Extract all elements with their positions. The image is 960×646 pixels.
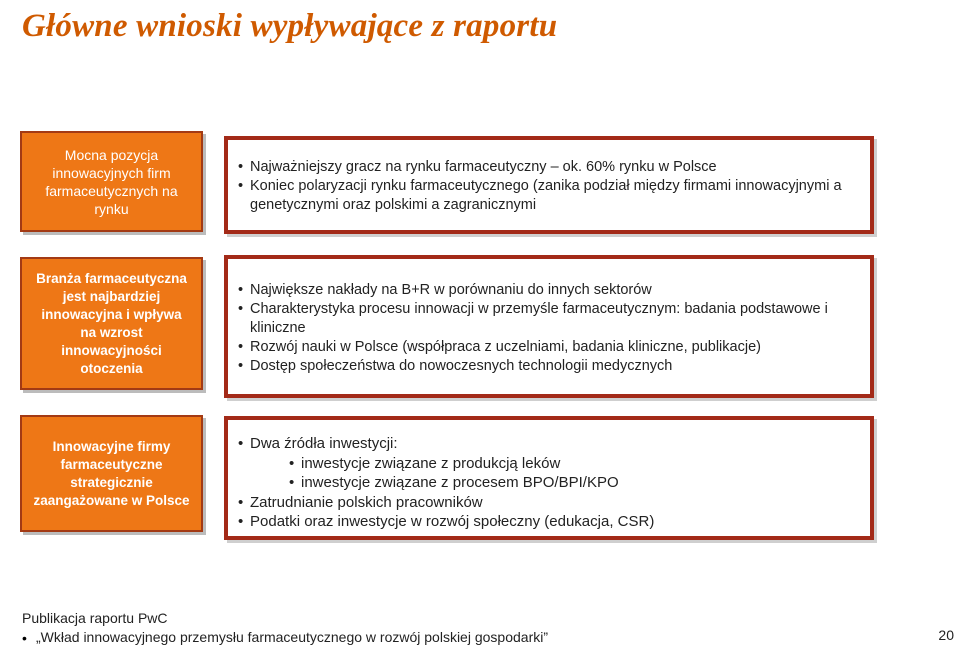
bullet-item: • Najważniejszy gracz na rynku farmaceutyczny – ok. 60% rynku w Polsce	[238, 158, 858, 177]
section-box-investment	[224, 416, 874, 540]
section-label-market-position	[20, 131, 203, 232]
page-number: 20	[938, 627, 954, 643]
bullet-list	[238, 434, 858, 532]
page-title: Główne wnioski wypływające z raportu	[22, 8, 558, 44]
sub-bullet-item: • inwestycje związane z produkcją leków	[238, 454, 858, 474]
section-label-investment	[20, 415, 203, 532]
bullet-item: • Koniec polaryzacji rynku farmaceutycznego (zanika podział między firmami innowacyjnymi a genetycznymi oraz polskimi a zagranicznymi	[238, 177, 858, 215]
bullet-list	[238, 281, 828, 376]
footer-report-title: „Wkład innowacyjnego przemysłu farmaceutycznego w rozwój polskiej gospodarki”	[36, 629, 548, 645]
bullet-item: • Dostęp społeczeństwa do nowoczesnych technologii medycznych	[238, 357, 828, 376]
bullet-item: • Podatki oraz inwestycje w rozwój społeczny (edukacja, CSR)	[238, 512, 858, 532]
bullet-list	[238, 158, 858, 215]
bullet-item: • Zatrudnianie polskich pracowników	[238, 493, 858, 513]
section-label-innovation	[20, 257, 203, 390]
bullet-item: • Największe nakłady na B+R w porównaniu do innych sektorów	[238, 281, 828, 300]
bullet-item: • Dwa źródła inwestycji:	[238, 434, 858, 454]
section-label-text: Branża farmaceutyczna jest najbardziej innowacyjna i wpływa na wzrost innowacyjności otoczenia	[36, 270, 187, 376]
section-label-text: Mocna pozycja innowacyjnych firm farmaceutycznych na rynku	[45, 146, 178, 217]
section-label-text: Innowacyjne firmy farmaceutyczne strategicznie zaangażowane w Polsce	[33, 438, 190, 508]
bullet-item: • Charakterystyka procesu innowacji w przemyśle farmaceutycznym: badania podstawowe i kliniczne	[238, 300, 828, 338]
footer-bullet: •	[22, 630, 27, 646]
section-box-market-position	[224, 136, 874, 234]
sub-bullet-item: • inwestycje związane z procesem BPO/BPI/KPO	[238, 473, 858, 493]
footer-publication: Publikacja raportu PwC	[22, 610, 168, 626]
section-box-innovation	[224, 255, 874, 398]
bullet-item: • Rozwój nauki w Polsce (współpraca z uczelniami, badania kliniczne, publikacje)	[238, 338, 828, 357]
